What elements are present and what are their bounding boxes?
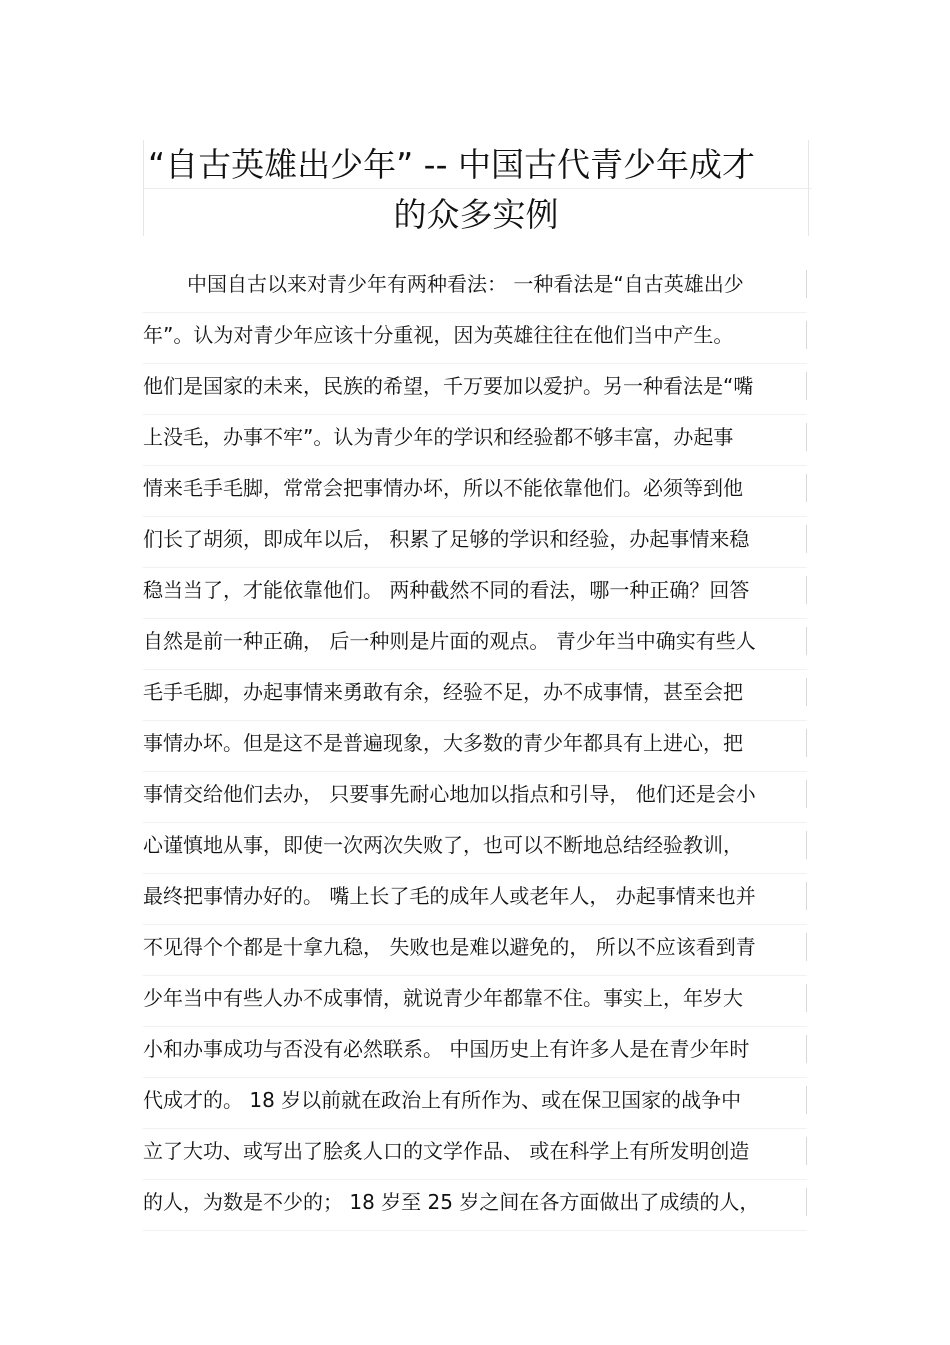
text-line: 小和办事成功与否没有必然联系。 中国历史上有许多人是在青少年时	[143, 1027, 807, 1078]
line-edge-mark	[806, 1035, 807, 1063]
line-edge-mark	[806, 1188, 807, 1216]
text-line: 情来毛手毛脚，常常会把事情办坏，所以不能依靠他们。必须等到他	[143, 466, 807, 517]
text-line: 不见得个个都是十拿九稳， 失败也是难以避免的， 所以不应该看到青	[143, 925, 807, 976]
line-edge-mark	[806, 474, 807, 502]
line-edge-mark	[806, 882, 807, 910]
line-edge-mark	[806, 831, 807, 859]
line-edge-mark	[806, 1086, 807, 1114]
text-line: 他们是国家的未来，民族的希望，千万要加以爱护。另一种看法是“嘴	[143, 364, 807, 415]
line-edge-mark	[806, 1137, 807, 1165]
text-line: 少年当中有些人办不成事情，就说青少年都靠不住。事实上，年岁大	[143, 976, 807, 1027]
document-title	[143, 140, 809, 236]
text-line: 上没毛，办事不牢”。认为青少年的学识和经验都不够丰富，办起事	[143, 415, 807, 466]
text-line: 毛手毛脚，办起事情来勇敢有余，经验不足，办不成事情，甚至会把	[143, 670, 807, 721]
line-edge-mark	[806, 678, 807, 706]
line-edge-mark	[806, 525, 807, 553]
line-edge-mark	[806, 576, 807, 604]
line-edge-mark	[806, 729, 807, 757]
text-line: 事情交给他们去办， 只要事先耐心地加以指点和引导， 他们还是会小	[143, 772, 807, 823]
body-text	[143, 262, 807, 1231]
line-edge-mark	[806, 372, 807, 400]
text-line: 们长了胡须，即成年以后， 积累了足够的学识和经验，办起事情来稳	[143, 517, 807, 568]
text-line: 稳当当了，才能依靠他们。 两种截然不同的看法，哪一种正确？回答	[143, 568, 807, 619]
text-line: 代成才的。 18 岁以前就在政治上有所作为、或在保卫国家的战争中	[143, 1078, 807, 1129]
text-line: 最终把事情办好的。 嘴上长了毛的成年人或老年人， 办起事情来也并	[143, 874, 807, 925]
line-edge-mark	[806, 321, 807, 349]
text-line: 自然是前一种正确， 后一种则是片面的观点。 青少年当中确实有些人	[143, 619, 807, 670]
text-line: 年”。认为对青少年应该十分重视，因为英雄往往在他们当中产生。	[143, 313, 807, 364]
text-line: 的人，为数是不少的； 18 岁至 25 岁之间在各方面做出了成绩的人，	[143, 1180, 807, 1231]
text-line: 事情办坏。但是这不是普遍现象，大多数的青少年都具有上进心，把	[143, 721, 807, 772]
line-edge-mark	[806, 423, 807, 451]
text-line: 心谨慎地从事，即使一次两次失败了，也可以不断地总结经验教训，	[143, 823, 807, 874]
line-edge-mark	[806, 933, 807, 961]
line-edge-mark	[806, 984, 807, 1012]
title-line-1: “自古英雄出少年” -- 中国古代青少年成才	[144, 142, 812, 189]
title-line-2: 的众多实例	[393, 195, 559, 234]
text-line: 立了大功、或写出了脍炙人口的文学作品、 或在科学上有所发明创造	[143, 1129, 807, 1180]
line-edge-mark	[806, 270, 807, 298]
line-edge-mark	[806, 780, 807, 808]
text-line: 中国自古以来对青少年有两种看法： 一种看法是“自古英雄出少	[143, 262, 807, 313]
line-edge-mark	[806, 627, 807, 655]
